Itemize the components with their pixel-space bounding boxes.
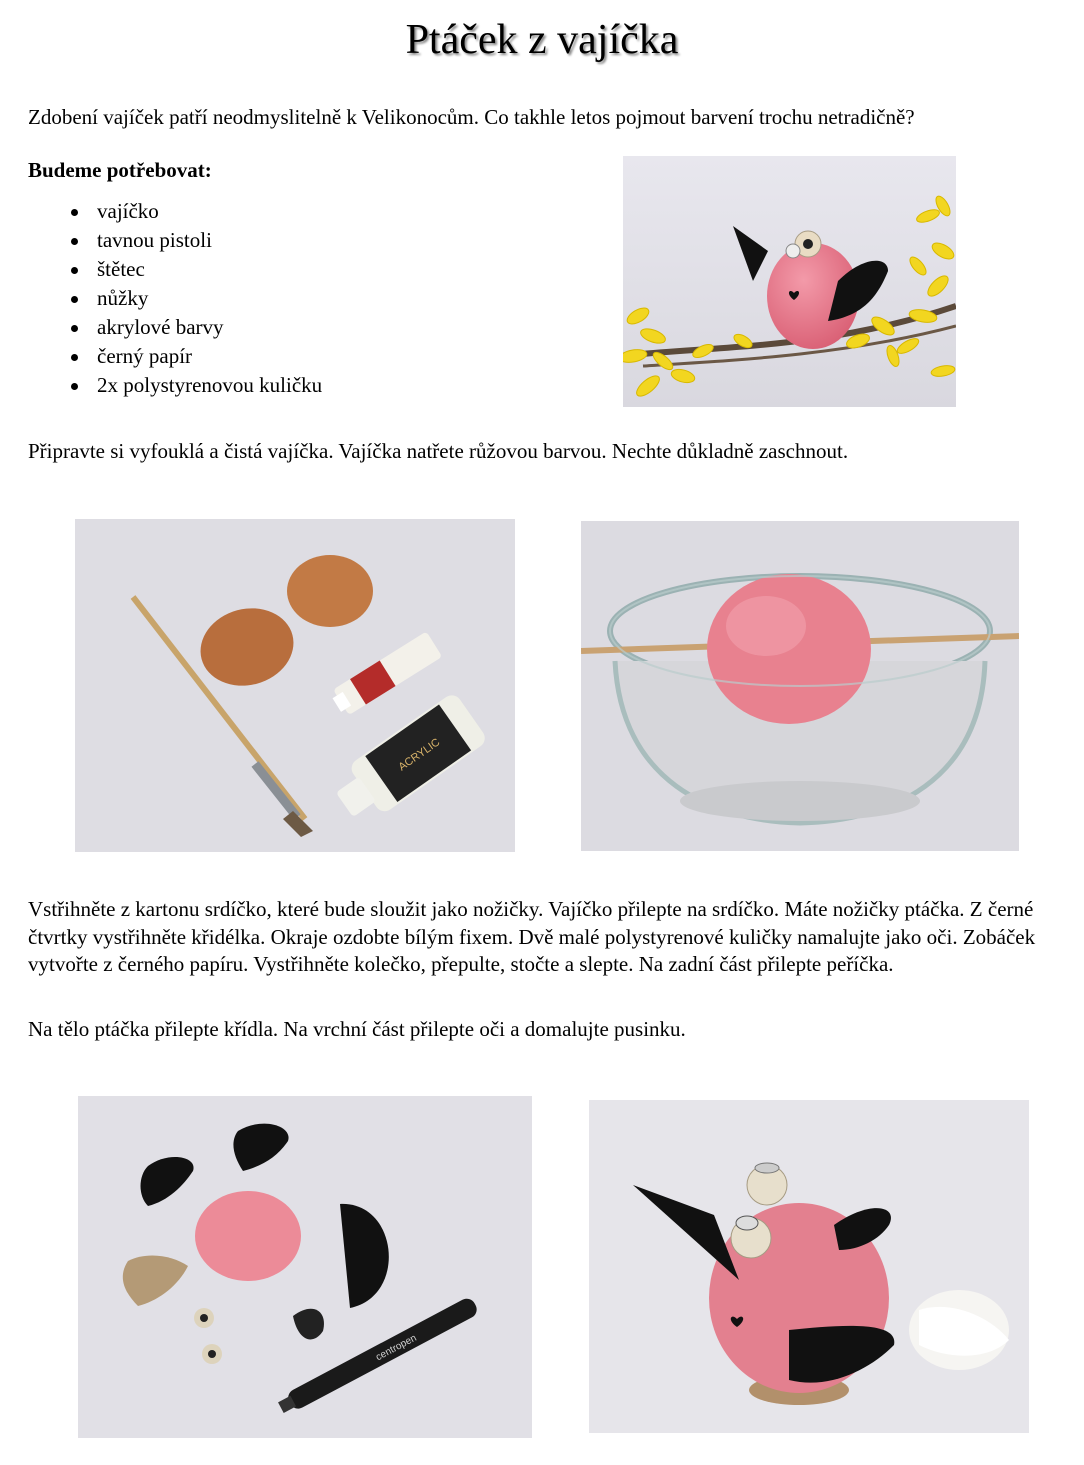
step2-paragraph: Vstřihněte z kartonu srdíčko, které bude sloužit jako nožičky. Vajíčko přilepte na srdíčko. Máte nožičky ptáčka. Z černé čtvrtky vystřihněte křidélka. Okraje ozdobte bílým fixem. Dvě malé polystyrenové kuličky namalujte jako oči. Zobáček vytvořte z černého papíru. Vystřihněte kolečko, přepulte, stočte a slepte. Na zadní část přilepte peříčka. bbox=[28, 897, 1036, 976]
materials-heading: Budeme potřebovat: bbox=[28, 158, 212, 182]
bird-parts-photo bbox=[78, 1096, 532, 1438]
list-item: nůžky bbox=[28, 284, 322, 313]
list-item: štětec bbox=[28, 255, 322, 284]
assembled-bird-photo bbox=[589, 1100, 1029, 1433]
list-item: černý papír bbox=[28, 342, 322, 371]
list-item: akrylové barvy bbox=[28, 313, 322, 342]
list-item: 2x polystyrenovou kuličku bbox=[28, 371, 322, 400]
step1-paragraph: Připravte si vyfouklá a čistá vajíčka. Vajíčka natřete růžovou barvou. Nechte důkladně zaschnout. bbox=[28, 439, 849, 463]
intro-paragraph: Zdobení vajíček patří neodmyslitelně k Velikonocům. Co takhle letos pojmout barvení trochu netradičně? bbox=[28, 105, 915, 129]
list-item: tavnou pistoli bbox=[28, 226, 322, 255]
bottle-label: ACRYLIC bbox=[396, 736, 443, 774]
finished-bird-photo bbox=[623, 156, 956, 407]
step3-paragraph: Na tělo ptáčka přilepte křídla. Na vrchní část přilepte oči a domalujte pusinku. bbox=[28, 1017, 686, 1041]
materials-photo bbox=[75, 519, 515, 852]
list-item: vajíčko bbox=[28, 197, 322, 226]
pen-label: centropen bbox=[374, 1332, 419, 1364]
painted-egg-photo bbox=[581, 521, 1019, 851]
page-title: Ptáček z vajíčka bbox=[405, 17, 679, 63]
materials-list bbox=[28, 197, 322, 400]
